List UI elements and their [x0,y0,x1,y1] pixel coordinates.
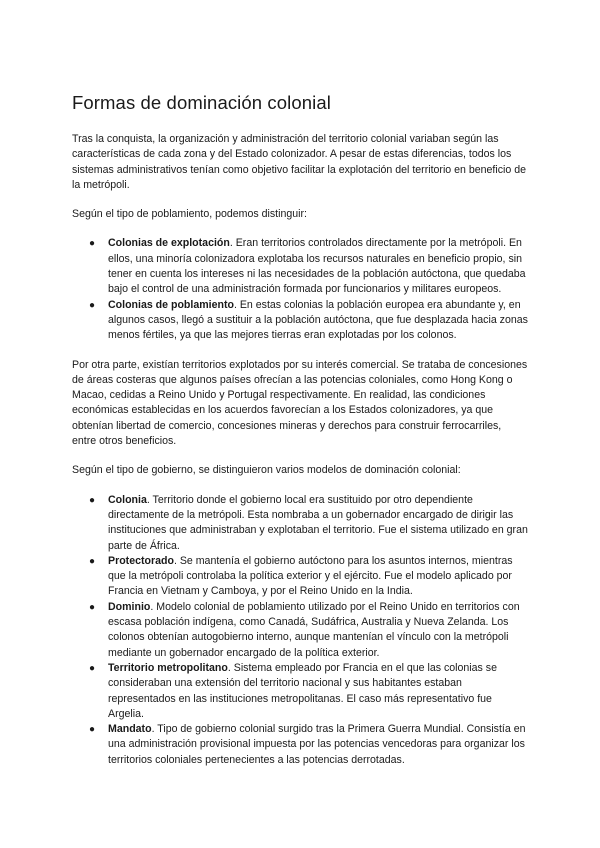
government-intro: Según el tipo de gobierno, se distinguieron varios modelos de dominación colonial: [72,464,461,477]
list-item-text: . Eran territorios controlados directamente por la metrópoli. En ellos, una minoría colonizadora explotaba los recursos naturales en beneficio propio, sin tener en cuenta los intereses ni las necesidades de la población autóctona, que quedaba bajo el control de una administración formada por funcionarios y militares europeos. [108,237,526,296]
document-page [72,92,528,782]
list-item-text: . Tipo de gobierno colonial surgido tras la Primera Guerra Mundial. Consistía en una administración provisional impuesta por las potencias vencedoras para organizar los territorios coloniales pertenecientes a las potencias derrotadas. [108,723,526,766]
bullet-icon: ● [89,724,96,736]
list-item-term: Protectorado [108,554,174,567]
list-item-text: . Sistema empleado por Francia en el que las colonias se consideraban una extensión del territorio nacional y sus habitantes estaban representados en las instituciones metropolitanas. El caso más representativo fue Argelia. [108,661,497,720]
list-item-dominio [72,600,528,661]
list-item-text: . Se mantenía el gobierno autóctono para los asuntos internos, mientras que la metrópoli controlaba la política exterior y el ejército. Fue el modelo aplicado por Francia en Vietnam y Camboya, y por el Reino Unido en la India. [108,554,513,598]
list-item-term: Mandato [108,723,152,736]
list-item-term: Territorio metropolitano [108,661,228,674]
list-item-term: Colonia [108,493,147,506]
list-item-term: Dominio [108,600,151,613]
list-item-colonias-explotacion [72,236,528,297]
list-item-term: Colonias de poblamiento [108,298,234,311]
list-item-text: . Modelo colonial de poblamiento utilizado por el Reino Unido en territorios con escasa población indígena, como Canadá, Sudáfrica, Australia y Nueva Zelanda. Los colonos obtenían autogobierno interno, aunque mantenían el vínculo con la metrópoli mediante un gobernador encargado de la política exterior. [108,600,520,659]
settlement-intro: Según el tipo de poblamiento, podemos distinguir: [72,208,307,221]
list-item-colonias-poblamiento [72,298,528,344]
intro-paragraph: Tras la conquista, la organización y administración del territorio colonial variaban según las características de cada zona y del Estado colonizador. A pesar de estas diferencias, todos los sistemas administrativos tenían como objetivo facilitar la explotación del territorio en beneficio de la metrópoli. [72,133,526,191]
list-item-territorio-metropolitano [72,661,528,722]
commercial-paragraph: Por otra parte, existían territorios explotados por su interés comercial. Se trataba de concesiones de áreas costeras que algunos países ofrecían a las potencias coloniales, como Hong Kong o Macao, cedidas a Reino Unido y Portugal respectivamente. En realidad, las condiciones económicas establecidas en los acuerdos favorecían a los Estados colonizadores, ya que obtenían libertad de comercio, concesiones mineras y derechos para construir ferrocarriles, entre otros beneficios. [72,358,528,448]
list-item-colonia [72,493,528,554]
bullet-icon: ● [89,299,96,311]
bullet-icon: ● [89,601,96,613]
settlement-list [72,236,528,343]
government-list [72,493,528,768]
list-item-text: . Territorio donde el gobierno local era sustituido por otro dependiente directamente de la metrópoli. Esta nombraba a un gobernador encargado de dirigir las instituciones que administraban y explotaban el territorio. Fue el sistema utilizado en gran parte de África. [108,493,528,552]
list-item-protectorado [72,554,528,600]
bullet-icon: ● [89,662,96,674]
bullet-icon: ● [89,555,96,567]
list-item-term: Colonias de explotación [108,237,230,250]
list-item-mandato [72,722,528,768]
bullet-icon: ● [89,494,96,506]
list-item-text: . En estas colonias la población europea era abundante y, en algunos casos, llegó a sustituir a la población autóctona, que fue desplazada hacia zonas menos fértiles, ya que las mejores tierras eran explotadas por los colonos. [108,298,528,342]
page-title: Formas de dominación colonial [72,92,331,113]
bullet-icon: ● [89,238,96,250]
